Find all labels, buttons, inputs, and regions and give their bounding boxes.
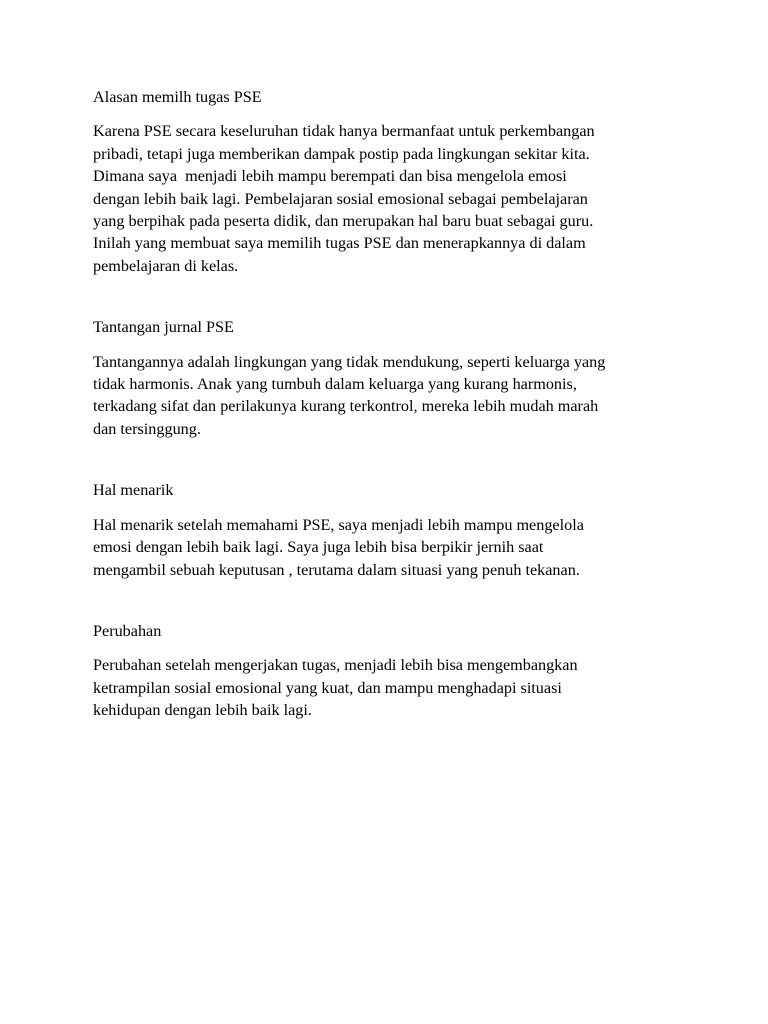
paragraph-line: Dimana saya menjadi lebih mampu berempati dan bisa mengelola emosi xyxy=(93,167,567,186)
paragraph-line: emosi dengan lebih baik lagi. Saya juga lebih bisa berpikir jernih saat xyxy=(93,538,544,557)
section-heading: Alasan memilh tugas PSE xyxy=(93,88,262,106)
paragraph-line: yang berpihak pada peserta didik, dan merupakan hal baru buat sebagai guru. xyxy=(93,212,594,231)
paragraph-line: dengan lebih baik lagi. Pembelajaran sosial emosional sebagai pembelajaran xyxy=(93,189,588,208)
paragraph-line: Karena PSE secara keseluruhan tidak hanya bermanfaat untuk perkembangan xyxy=(93,122,595,141)
document-body xyxy=(93,86,683,722)
section-tantangan xyxy=(93,316,683,440)
paragraph-line: terkadang sifat dan perilakunya kurang terkontrol, mereka lebih mudah marah xyxy=(93,397,599,416)
section-paragraph xyxy=(93,514,683,581)
section-hal-menarik xyxy=(93,479,683,581)
section-heading: Hal menarik xyxy=(93,481,174,500)
section-spacer xyxy=(93,277,683,316)
section-alasan xyxy=(93,86,683,277)
paragraph-line: kehidupan dengan lebih baik lagi. xyxy=(93,701,312,720)
paragraph-line: pribadi, tetapi juga memberikan dampak postip pada lingkungan sekitar kita. xyxy=(93,144,590,163)
paragraph-line: Inilah yang membuat saya memilih tugas PSE dan menerapkannya di dalam xyxy=(93,234,586,253)
paragraph-line: dan tersinggung. xyxy=(93,419,201,438)
paragraph-line: pembelajaran di kelas. xyxy=(93,256,239,275)
section-heading: Tantangan jurnal PSE xyxy=(93,318,234,337)
section-paragraph xyxy=(93,351,683,441)
section-spacer xyxy=(93,440,683,479)
paragraph-line: Tantangannya adalah lingkungan yang tidak mendukung, seperti keluarga yang xyxy=(93,352,606,371)
paragraph-line: Perubahan setelah mengerjakan tugas, menjadi lebih bisa mengembangkan xyxy=(93,656,578,675)
paragraph-line: Hal menarik setelah memahami PSE, saya menjadi lebih mampu mengelola xyxy=(93,515,584,534)
paragraph-line: ketrampilan sosial emosional yang kuat, dan mampu menghadapi situasi xyxy=(93,678,562,697)
section-paragraph xyxy=(93,654,683,721)
section-perubahan xyxy=(93,620,683,722)
section-paragraph xyxy=(93,120,683,277)
section-spacer xyxy=(93,581,683,620)
paragraph-line: tidak harmonis. Anak yang tumbuh dalam keluarga yang kurang harmonis, xyxy=(93,375,577,394)
section-heading: Perubahan xyxy=(93,621,162,640)
paragraph-line: mengambil sebuah keputusan , terutama dalam situasi yang penuh tekanan. xyxy=(93,560,580,579)
